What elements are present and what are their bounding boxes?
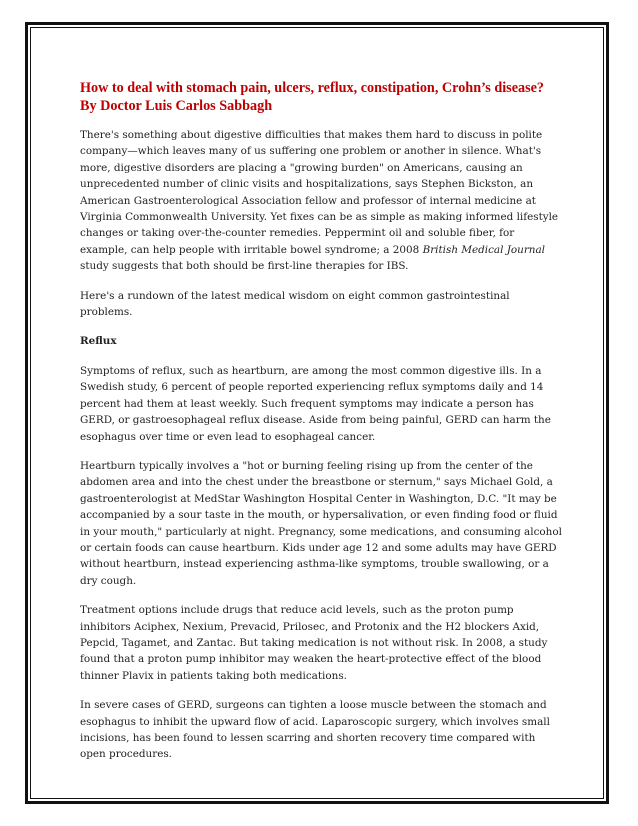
reflux-paragraph-3: Treatment options include drugs that reduce acid levels, such as the proton pump inhibitors Aciphex, Nexium, Prevacid, Prilosec, and Protonix and the H2 blockers Axid, Pepcid, Tagamet, and Zantac. But taking medication is not without risk. In 2008, a study found that a proton pump inhibitor may weaken the heart-protective effect of the blood thinner Plavix in patients taking both medications. (80, 604, 548, 682)
reflux-paragraph-1: Symptoms of reflux, such as heartburn, are among the most common digestive ills. In a Swedish study, 6 percent of people reported experiencing reflux symptoms daily and 14 percent had them at least weekly. Such frequent symptoms may indicate a person has GERD, or gastroesophageal reflux disease. Aside from being painful, GERD can harm the esophagus over time or even lead to esophageal cancer. (80, 364, 551, 443)
document-content (80, 80, 562, 776)
reflux-paragraph-4: In severe cases of GERD, surgeons can tighten a loose muscle between the stomach and esophagus to inhibit the upward flow of acid. Laparoscopic surgery, which involves small incisions, has been found to lessen scarring and shorten recovery time compared with open procedures. (80, 699, 550, 761)
article-title: How to deal with stomach pain, ulcers, reflux, constipation, Crohn’s disease? By Doctor Luis Carlos Sabbagh (80, 80, 545, 114)
intro-paragraph (80, 127, 562, 275)
journal-name: British Medical Journal (422, 243, 546, 256)
rundown-paragraph: Here's a rundown of the latest medical wisdom on eight common gastrointestinal problems. (80, 289, 510, 319)
intro-text-end: study suggests that both should be first-line therapies for IBS. (80, 260, 409, 273)
intro-text-start: There's something about digestive difficulties that makes them hard to discuss in polite company—which leaves many of us suffering one problem or another in silence. What's more, digestive disorders are placing a "growing burden" on Americans, causing an unprecedented number of clinic visits and hospitalizations, says Stephen Bickston, an American Gastroenterological Association fellow and professor of internal medicine at Virginia Commonwealth University. Yet fixes can be as simple as making informed lifestyle changes or taking over-the-counter remedies. Peppermint oil and soluble fiber, for example, can help people with irritable bowel syndrome; a 2008 (80, 129, 559, 256)
reflux-paragraph-2: Heartburn typically involves a "hot or burning feeling rising up from the center of the abdomen area and into the chest under the breastbone or sternum," says Michael Gold, a gastroenterologist at MedStar Washington Hospital Center in Washington, D.C. "It may be accompanied by a sour taste in the mouth, or hypersalivation, or even finding food or fluid in your mouth," particularly at night. Pregnancy, some medications, and consuming alcohol or certain foods can cause heartburn. Kids under age 12 and some adults may have GERD without heartburn, instead experiencing asthma-like symptoms, trouble swallowing, or a dry cough. (80, 459, 562, 587)
section-heading-reflux: Reflux (80, 335, 117, 348)
